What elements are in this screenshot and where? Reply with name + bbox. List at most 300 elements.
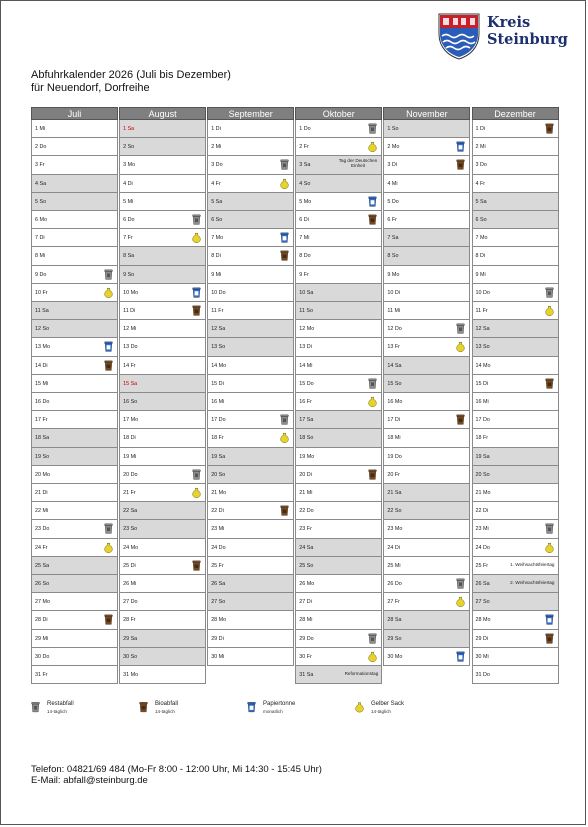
day-cell — [207, 211, 294, 229]
day-cell — [31, 175, 118, 193]
day-label: 27 Fr — [387, 599, 400, 606]
day-label: 19 Sa — [211, 453, 226, 460]
day-label: 8 Di — [475, 253, 486, 260]
day-cell — [295, 375, 382, 393]
legend-frequency: 14-täglich — [371, 709, 391, 714]
day-label: 19 Sa — [475, 453, 490, 460]
title-line-2: für Neuendorf, Dorfreihe — [31, 82, 150, 94]
gelber-sack-icon — [280, 178, 289, 189]
day-cell — [383, 120, 470, 138]
day-cell — [383, 484, 470, 502]
day-cell — [295, 575, 382, 593]
day-label: 3 Sa — [299, 162, 311, 169]
day-label: 8 Di — [211, 253, 221, 260]
restabfall-bin-icon — [104, 269, 113, 280]
papiertonne-bin-icon — [104, 341, 113, 352]
day-label: 1 Di — [211, 126, 221, 132]
month-column-august — [119, 107, 206, 678]
day-cell — [295, 484, 382, 502]
day-cell — [119, 539, 206, 557]
day-cell — [383, 648, 470, 666]
day-label: 8 Do — [299, 253, 311, 260]
papiertonne-bin-icon — [456, 651, 465, 662]
day-label: 5 Sa — [211, 198, 223, 205]
day-label: 20 So — [475, 471, 490, 478]
day-cell — [295, 247, 382, 265]
day-cell — [207, 648, 294, 666]
logo-line-2: Steinburg — [487, 31, 568, 48]
restabfall-bin-icon — [368, 378, 377, 389]
day-label: 11 Fr — [211, 308, 224, 314]
papiertonne-bin-icon — [368, 196, 377, 207]
gelber-sack-icon — [368, 396, 377, 407]
restabfall-bin-icon — [104, 523, 113, 534]
day-cell — [295, 593, 382, 611]
day-cell — [31, 393, 118, 411]
day-label: 9 Mi — [211, 271, 222, 278]
month-header: September — [207, 107, 294, 120]
bioabfall-bin-icon — [192, 305, 201, 316]
day-label: 11 Sa — [35, 308, 49, 314]
legend-name: Bioabfall — [155, 701, 179, 707]
day-label: 24 Sa — [299, 544, 314, 551]
day-label: 8 So — [387, 253, 399, 260]
day-cell — [31, 557, 118, 575]
restabfall-bin-icon — [31, 701, 40, 713]
day-cell — [119, 375, 206, 393]
coat-of-arms-icon — [437, 12, 481, 60]
gelber-sack-icon — [192, 232, 201, 243]
day-cell — [383, 302, 470, 320]
month-header: Oktober — [295, 107, 382, 120]
day-label: 24 Di — [387, 544, 400, 551]
day-label: 16 Mo — [387, 399, 403, 405]
day-cell — [207, 302, 294, 320]
day-cell — [31, 666, 118, 684]
day-cell — [31, 266, 118, 284]
day-label: 9 Mi — [475, 271, 486, 278]
bioabfall-bin-icon — [368, 469, 377, 480]
contact-email: E-Mail: abfall@steinburg.de — [31, 775, 148, 786]
day-cell — [207, 593, 294, 611]
day-label: 4 Fr — [211, 180, 221, 187]
day-cell — [383, 593, 470, 611]
day-label: 18 Sa — [35, 435, 50, 442]
gelber-sack-icon — [368, 651, 377, 662]
day-cell — [472, 466, 559, 484]
day-label: 22 Do — [299, 508, 314, 515]
day-label: 19 So — [35, 453, 50, 460]
day-label: 19 Mi — [123, 453, 137, 460]
day-label: 27 Mo — [35, 599, 50, 606]
restabfall-bin-icon — [368, 633, 377, 644]
day-label: 18 Fr — [211, 435, 224, 442]
day-cell — [383, 156, 470, 174]
restabfall-bin-icon — [280, 414, 289, 425]
gelber-sack-icon — [456, 596, 465, 607]
day-label: 6 Di — [299, 217, 309, 223]
day-label: 17 Do — [211, 417, 226, 424]
restabfall-bin-icon — [280, 159, 289, 170]
day-cell — [119, 357, 206, 375]
papiertonne-bin-icon — [456, 141, 465, 152]
bioabfall-bin-icon — [280, 505, 289, 516]
day-label: 2 So — [123, 144, 135, 151]
day-cell — [383, 448, 470, 466]
day-cell — [119, 320, 206, 338]
day-label: 25 Mi — [387, 562, 401, 569]
day-cell — [383, 630, 470, 648]
day-label: 13 Mo — [35, 344, 50, 351]
day-cell — [119, 411, 206, 429]
restabfall-bin-icon — [545, 523, 554, 534]
day-cell — [207, 448, 294, 466]
day-cell — [295, 539, 382, 557]
day-label: 17 Mo — [123, 417, 139, 424]
day-label: 19 Mo — [299, 453, 315, 460]
day-label: 3 Di — [387, 162, 397, 169]
day-cell — [119, 429, 206, 447]
day-label: 16 Mi — [211, 399, 225, 405]
day-label: 13 So — [211, 344, 226, 351]
day-cell — [295, 466, 382, 484]
day-label: 30 So — [123, 653, 138, 660]
gelber-sack-icon — [192, 487, 201, 498]
day-cell — [383, 193, 470, 211]
day-cell — [472, 175, 559, 193]
day-label: 22 Di — [211, 508, 224, 515]
day-label: 26 Do — [387, 581, 402, 587]
day-cell — [119, 156, 206, 174]
day-cell — [207, 175, 294, 193]
day-cell — [383, 229, 470, 247]
day-cell — [31, 575, 118, 593]
legend-item-gelb — [355, 701, 465, 721]
day-cell — [31, 539, 118, 557]
day-label: 13 Di — [299, 344, 312, 351]
day-cell — [472, 575, 559, 593]
day-label: 25 Di — [123, 562, 136, 569]
day-cell — [295, 520, 382, 538]
legend-frequency: monatlich — [263, 709, 283, 714]
day-label: 27 So — [475, 599, 490, 606]
gelber-sack-icon — [104, 287, 113, 298]
day-label: 24 Fr — [35, 544, 48, 551]
day-label: 3 Mo — [123, 162, 136, 169]
day-cell — [383, 357, 470, 375]
day-cell — [119, 484, 206, 502]
day-label: 26 Mi — [123, 581, 137, 587]
day-cell — [472, 247, 559, 265]
day-cell — [31, 320, 118, 338]
day-cell — [472, 648, 559, 666]
day-label: 10 Do — [475, 289, 490, 296]
day-label: 21 Sa — [387, 490, 402, 496]
day-cell — [383, 411, 470, 429]
day-label: 17 Sa — [299, 417, 314, 424]
day-cell — [472, 138, 559, 156]
day-label: 25 Fr — [475, 562, 489, 569]
day-cell — [207, 375, 294, 393]
day-label: 7 Mo — [211, 235, 224, 242]
day-label: 13 Fr — [387, 344, 400, 351]
day-label: 17 Fr — [35, 417, 48, 424]
day-cell — [31, 375, 118, 393]
day-label: 29 Di — [475, 635, 489, 642]
day-label: 6 Fr — [387, 217, 397, 223]
day-label: 12 Mo — [299, 326, 315, 333]
day-cell — [472, 593, 559, 611]
day-cell — [207, 466, 294, 484]
day-label: 2 Do — [35, 144, 47, 151]
day-label: 24 Do — [211, 544, 226, 551]
contact-phone: Telefon: 04821/69 484 (Mo-Fr 8:00 - 12:00 Uhr, Mi 14:30 - 15:45 Uhr) — [31, 764, 322, 775]
day-label: 11 Fr — [475, 308, 488, 314]
day-cell — [295, 284, 382, 302]
day-label: 30 Mi — [211, 653, 225, 660]
day-cell — [472, 375, 559, 393]
day-label: 14 Mi — [299, 362, 313, 369]
day-label: 31 Sa — [299, 672, 314, 678]
day-label: 22 So — [387, 508, 402, 515]
day-label: 9 Do — [35, 271, 47, 278]
day-label: 10 Mo — [123, 289, 139, 296]
day-cell — [472, 557, 559, 575]
day-label: 1 Mi — [35, 126, 46, 132]
month-header: Juli — [31, 107, 118, 120]
restabfall-bin-icon — [368, 123, 377, 134]
day-label: 10 Sa — [299, 289, 314, 296]
day-label: 9 Fr — [299, 271, 309, 278]
day-label: 26 Sa — [475, 581, 490, 587]
day-cell — [472, 520, 559, 538]
day-cell — [295, 211, 382, 229]
day-cell — [472, 411, 559, 429]
day-cell — [31, 357, 118, 375]
restabfall-bin-icon — [192, 214, 201, 225]
day-cell — [295, 357, 382, 375]
day-cell — [207, 193, 294, 211]
day-cell — [31, 448, 118, 466]
day-cell — [31, 211, 118, 229]
day-label: 18 So — [299, 435, 314, 442]
day-cell — [207, 338, 294, 356]
day-label: 12 Do — [387, 326, 402, 333]
day-label: 16 Do — [35, 399, 50, 405]
day-label: 10 Fr — [35, 289, 48, 296]
legend-item-rest — [31, 701, 141, 721]
day-label: 17 Do — [475, 417, 490, 424]
month-column-juli — [31, 107, 118, 678]
day-label: 21 Mi — [299, 490, 313, 496]
gelber-sack-icon — [368, 141, 377, 152]
day-label: 23 Do — [35, 526, 50, 533]
day-label: 4 Fr — [475, 180, 486, 187]
day-label: 15 Di — [211, 380, 224, 387]
day-label: 4 Di — [123, 180, 133, 187]
holiday-label: Reformationstag — [344, 671, 379, 676]
contact-info — [31, 764, 322, 786]
day-label: 2 Mi — [475, 144, 486, 151]
day-label: 28 Di — [35, 617, 48, 624]
day-cell — [31, 411, 118, 429]
day-cell — [472, 539, 559, 557]
day-label: 15 Sa — [123, 380, 138, 387]
day-label: 31 Fr — [35, 672, 48, 678]
day-label: 29 Mi — [35, 635, 49, 642]
day-label: 18 Fr — [475, 435, 489, 442]
day-cell — [472, 302, 559, 320]
day-label: 8 Sa — [123, 253, 135, 260]
day-cell — [383, 338, 470, 356]
day-label: 1 Do — [299, 126, 311, 132]
day-cell — [383, 466, 470, 484]
day-cell — [31, 466, 118, 484]
day-cell — [383, 320, 470, 338]
restabfall-bin-icon — [456, 323, 465, 334]
bioabfall-bin-icon — [545, 123, 554, 134]
day-cell — [383, 557, 470, 575]
day-label: 7 Di — [35, 235, 45, 242]
day-cell — [383, 138, 470, 156]
day-cell — [31, 247, 118, 265]
legend-item-bio — [139, 701, 249, 721]
month-column-november — [383, 107, 470, 660]
day-cell — [207, 520, 294, 538]
day-label: 7 Mo — [475, 235, 488, 242]
day-cell — [383, 539, 470, 557]
day-cell — [383, 393, 470, 411]
legend-name: Papiertonne — [263, 701, 296, 707]
bioabfall-bin-icon — [368, 214, 377, 225]
day-label: 2 Fr — [299, 144, 309, 151]
month-header: November — [383, 107, 470, 120]
day-cell — [119, 593, 206, 611]
day-cell — [207, 229, 294, 247]
day-label: 23 Mo — [387, 526, 403, 533]
day-label: 21 Di — [35, 490, 48, 496]
day-cell — [207, 411, 294, 429]
day-label: 13 Do — [123, 344, 138, 351]
day-cell — [207, 120, 294, 138]
bioabfall-bin-icon — [104, 614, 113, 625]
day-cell — [383, 429, 470, 447]
month-column-dezember — [472, 107, 559, 678]
logo-wordmark — [487, 14, 568, 48]
day-cell — [295, 175, 382, 193]
day-cell — [472, 338, 559, 356]
holiday-label: 1. Weihnachtsfeiertag — [510, 561, 555, 567]
day-label: 5 Sa — [475, 198, 487, 205]
day-cell — [383, 175, 470, 193]
day-cell — [295, 266, 382, 284]
day-label: 1 Sa — [123, 126, 135, 132]
day-label: 24 Mo — [123, 544, 139, 551]
day-cell — [207, 138, 294, 156]
day-cell — [119, 502, 206, 520]
legend-name: Restabfall — [47, 701, 74, 707]
day-cell — [295, 557, 382, 575]
day-cell — [295, 120, 382, 138]
day-label: 29 Do — [299, 635, 314, 642]
day-label: 25 So — [299, 562, 314, 569]
day-label: 7 Mi — [299, 235, 310, 242]
legend-frequency: 14-täglich — [47, 709, 67, 714]
day-cell — [119, 338, 206, 356]
papiertonne-bin-icon — [247, 701, 256, 713]
day-label: 20 Do — [123, 471, 138, 478]
day-label: 28 Sa — [387, 617, 402, 624]
day-cell — [295, 193, 382, 211]
day-cell — [119, 648, 206, 666]
day-cell — [295, 448, 382, 466]
day-cell — [295, 138, 382, 156]
day-cell — [207, 484, 294, 502]
day-cell — [295, 648, 382, 666]
day-label: 20 So — [211, 471, 226, 478]
day-label: 27 Di — [299, 599, 312, 606]
day-cell — [31, 284, 118, 302]
day-cell — [295, 429, 382, 447]
day-cell — [472, 266, 559, 284]
day-cell — [472, 193, 559, 211]
day-cell — [31, 193, 118, 211]
day-cell — [31, 302, 118, 320]
day-cell — [472, 630, 559, 648]
gelber-sack-icon — [280, 432, 289, 443]
day-cell — [31, 630, 118, 648]
day-label: 26 Sa — [211, 581, 226, 587]
day-cell — [119, 393, 206, 411]
bioabfall-bin-icon — [192, 560, 201, 571]
day-label: 28 Fr — [123, 617, 136, 624]
restabfall-bin-icon — [545, 287, 554, 298]
day-cell — [472, 666, 559, 684]
day-cell — [472, 484, 559, 502]
day-label: 22 Di — [475, 508, 489, 515]
day-cell — [472, 284, 559, 302]
month-column-oktober — [295, 107, 382, 678]
day-label: 11 Di — [123, 308, 136, 314]
gelber-sack-icon — [545, 542, 554, 553]
day-cell — [295, 393, 382, 411]
day-cell — [119, 448, 206, 466]
day-label: 31 Do — [475, 672, 490, 678]
day-cell — [119, 266, 206, 284]
day-cell — [295, 156, 382, 174]
day-cell — [207, 266, 294, 284]
day-label: 12 Mi — [123, 326, 137, 333]
day-label: 2 Mo — [387, 144, 400, 151]
day-cell — [119, 611, 206, 629]
gelber-sack-icon — [104, 542, 113, 553]
day-label: 3 Do — [211, 162, 223, 169]
day-label: 21 Mo — [475, 490, 491, 496]
day-cell — [383, 266, 470, 284]
day-cell — [207, 284, 294, 302]
day-label: 23 Mi — [211, 526, 225, 533]
day-label: 22 Sa — [123, 508, 138, 515]
day-label: 10 Di — [387, 289, 400, 296]
day-cell — [207, 611, 294, 629]
day-label: 24 Do — [475, 544, 490, 551]
day-label: 14 Sa — [387, 362, 402, 369]
day-cell — [31, 520, 118, 538]
day-label: 28 Mo — [475, 617, 491, 624]
day-label: 27 Do — [123, 599, 138, 606]
day-cell — [119, 120, 206, 138]
day-label: 12 Sa — [475, 326, 490, 333]
